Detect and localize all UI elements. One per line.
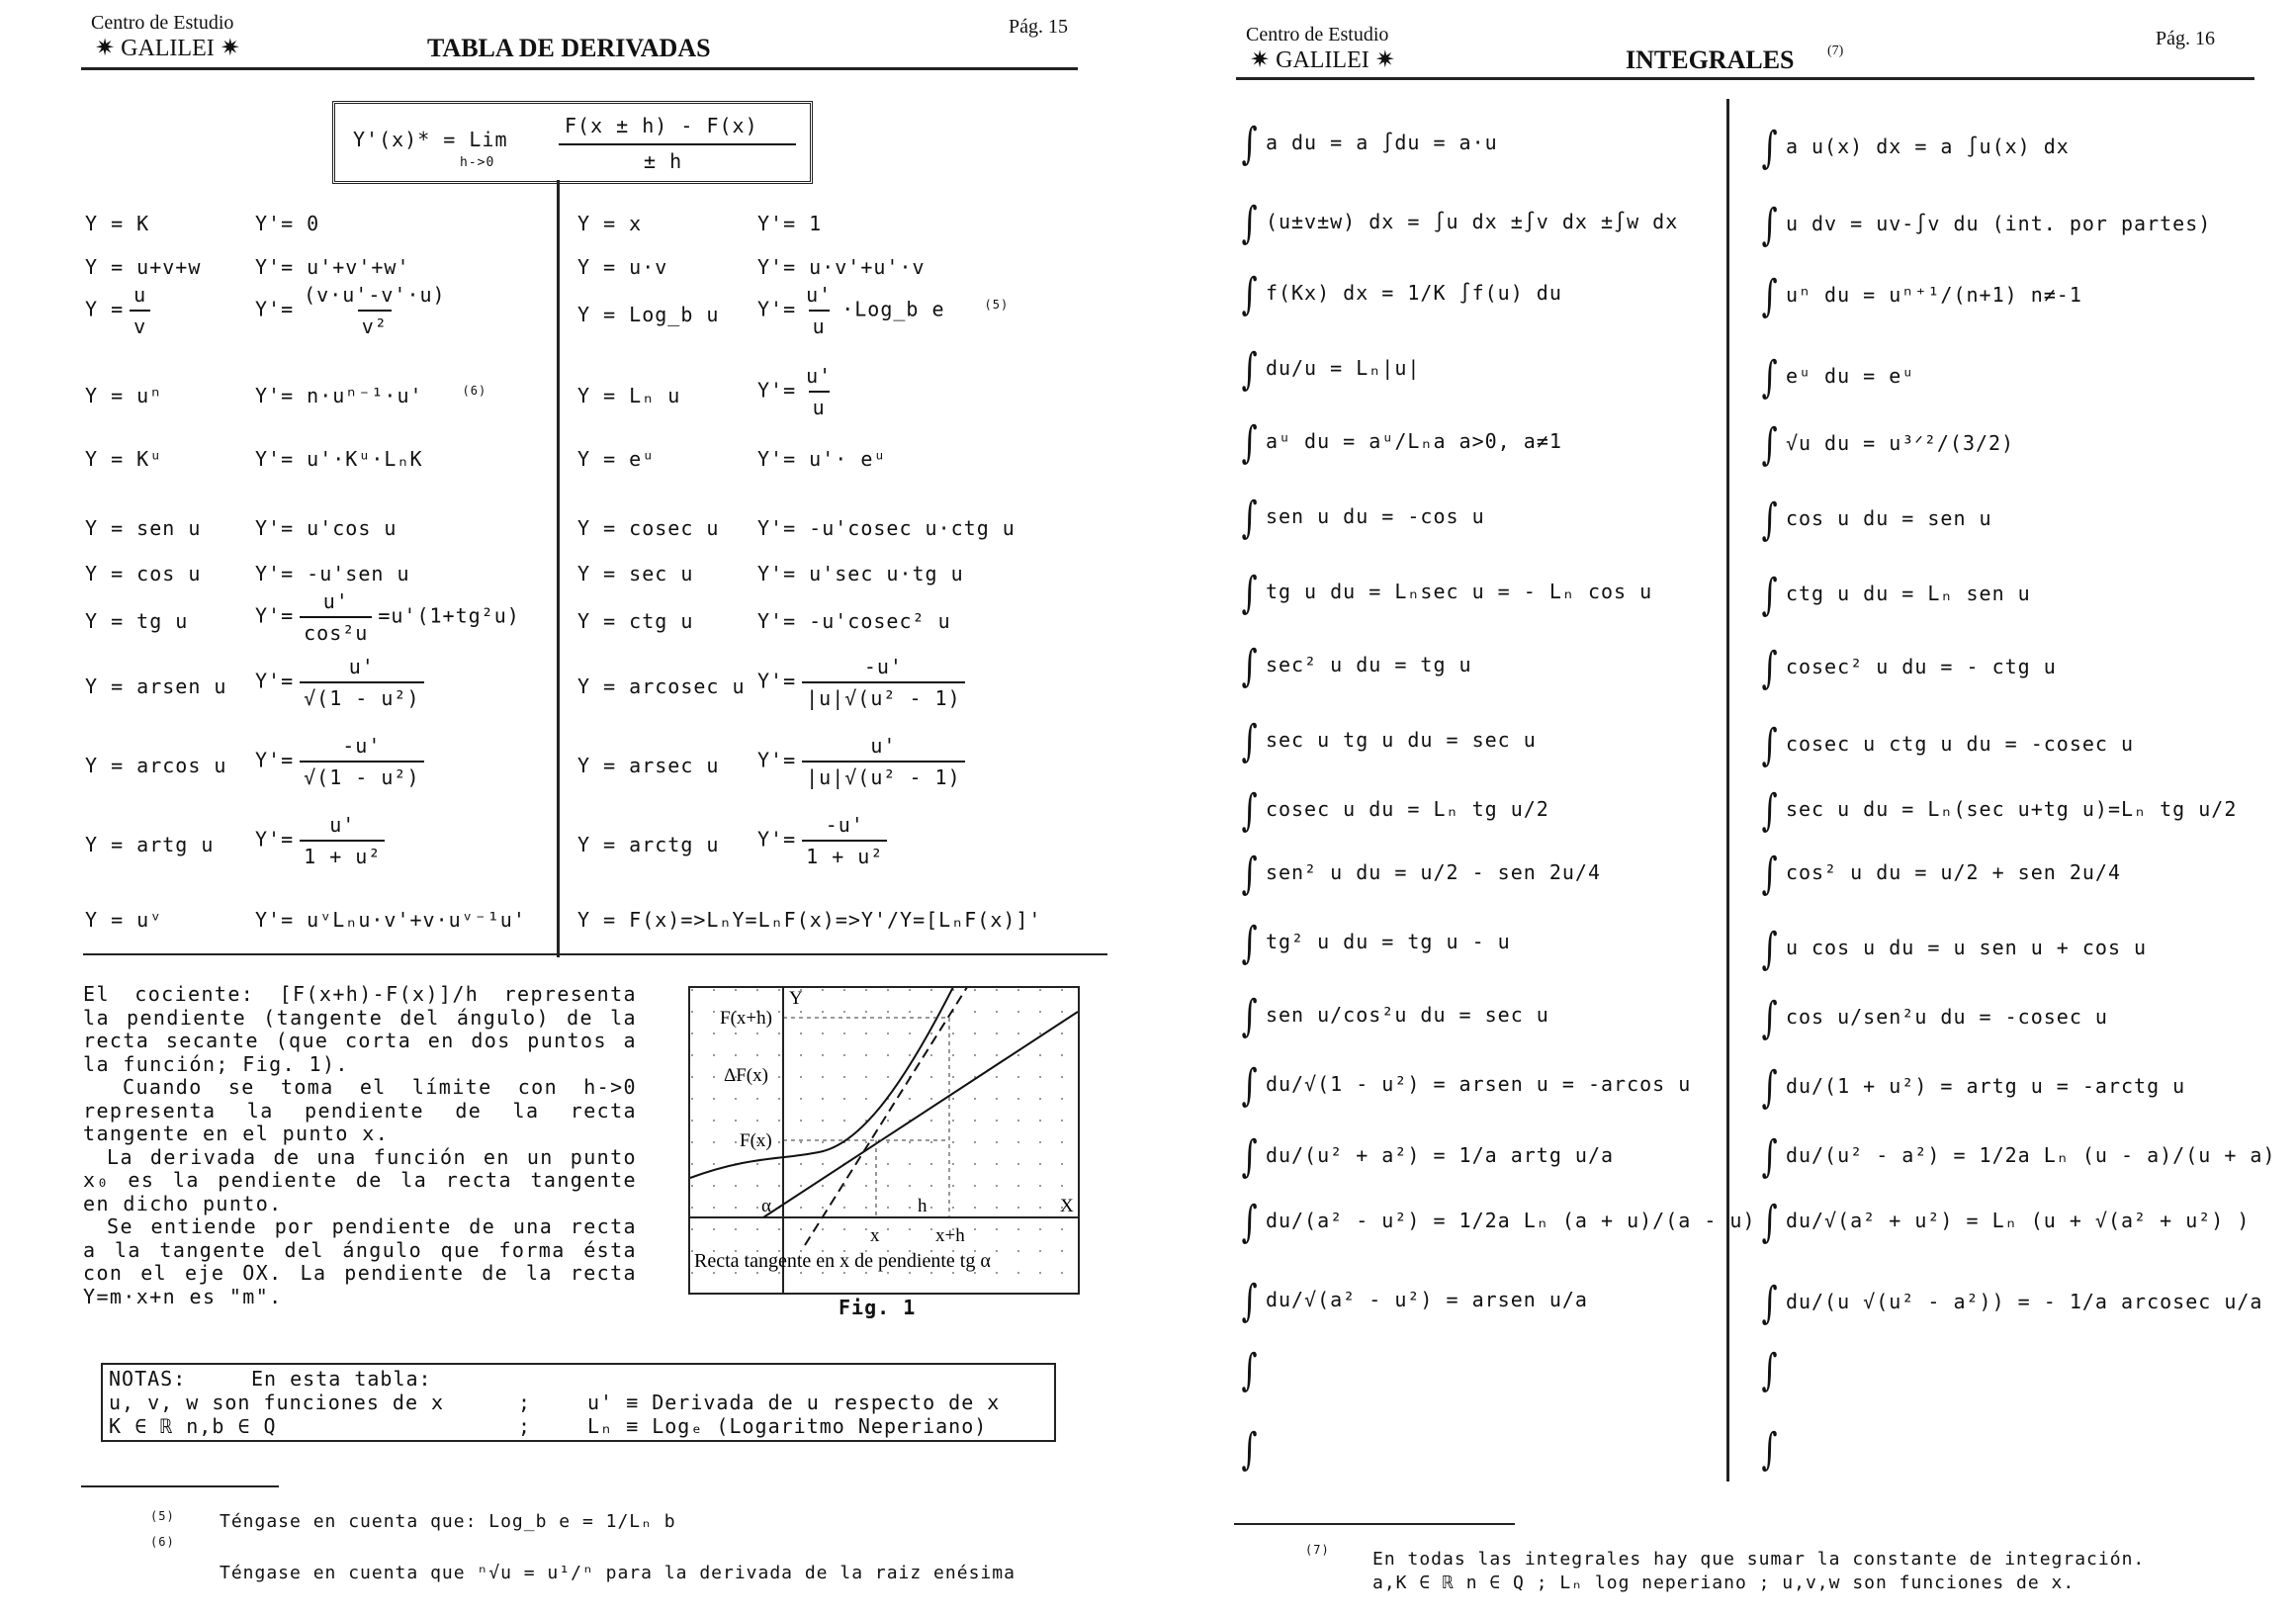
integral-expression: aᵘ du = aᵘ/Lₙa a>0, a≠1 [1265,429,1562,453]
integral-formula [1758,849,2121,899]
function-label: Y = uⁿ [85,384,163,407]
derivative-label: Y'= -u'cosec² u [757,609,951,633]
notes-separator: ; [518,1414,532,1438]
derivative-label: Y'= [757,748,797,772]
integral-expression: du/(u² + a²) = 1/a artg u/a [1265,1143,1615,1167]
integral-formula [1238,119,1498,169]
fraction-denominator: v [130,310,150,338]
figure-caption: Fig. 1 [839,1296,917,1319]
integral-sign-icon: ∫ [1241,1197,1259,1247]
integral-sign-icon: ∫ [1241,198,1259,248]
integral-expression: a u(x) dx = a ∫u(x) dx [1785,135,2070,158]
integral-sign-icon: ∫ [1761,1278,1779,1328]
derivative-label: Y'= u'·Kᵘ·LₙK [255,447,423,471]
integral-sign-icon: ∫ [1761,1062,1779,1113]
integral-formula [1758,643,2057,693]
definition-numerator: F(x ± h) - F(x) [565,114,758,137]
derivative-expression [255,655,430,710]
integral-formula [1238,1197,1756,1247]
paragraph-line: Cuando se toma el límite con h->0 representa la pendiente de la recta tangente en el punto x. [83,1075,637,1145]
school-name: Centro de Estudio [1246,24,1389,45]
fraction-denominator: 1 + u² [300,840,385,868]
integral-formula [1758,993,2108,1043]
integral-expression: tg² u du = tg u - u [1265,930,1511,953]
integral-expression: du/(u² - a²) = 1/2a Lₙ (u - a)/(u + a) [1785,1143,2276,1167]
derivative-label: Y'= n·uⁿ⁻¹·u' [255,384,423,407]
footnote-5-text: Téngase en cuenta que: Log_b e = 1/Lₙ b [220,1511,676,1532]
function-expression [85,833,214,856]
integral-expression: eᵘ du = eᵘ [1785,364,1915,388]
integral-sign-icon: ∫ [1241,119,1259,169]
derivative-fraction [300,589,372,645]
function-label: Y = K [85,212,150,235]
derivative-label: Y'= u'+v'+w' [255,255,410,279]
integral-sign-icon: ∫ [1241,1424,1258,1475]
integral-sign-icon: ∫ [1761,1197,1779,1247]
fraction-denominator: 1 + u² [802,840,887,868]
derivative-expression [255,516,397,540]
integral-formula [1758,1197,2250,1247]
page-number: Pág. 16 [2156,28,2215,49]
derivative-tail: ·Log_b e [841,297,945,321]
notes-box [101,1363,1056,1442]
column-divider [1726,99,1729,1482]
derivative-fraction [802,283,836,338]
function-expression [85,212,149,235]
integral-expression: cosec² u du = - ctg u [1785,655,2057,678]
derivative-tail: =u'(1+tg²u) [378,603,520,628]
integral-sign-icon: ∫ [1761,1424,1778,1475]
function-expression [85,754,226,777]
footnote-7-line2: a,K ∈ ℝ n ∈ Q ; Lₙ log neperiano ; u,v,w son funciones de x. [1372,1572,2075,1593]
function-label: Y = Kᵘ [85,447,163,471]
integral-expression: cos² u du = u/2 + sen 2u/4 [1785,860,2122,884]
integral-expression: uⁿ du = uⁿ⁺¹/(n+1) n≠-1 [1785,283,2082,307]
integral-formula [1758,200,2211,250]
integral-sign-icon: ∫ [1761,785,1779,836]
derivative-fraction [802,655,965,710]
derivative-expression [757,364,841,419]
integral-formula [1758,924,2147,974]
integral-formula [1238,918,1511,968]
integral-formula [1238,344,1420,395]
integral-sign-icon: ∫ [1241,641,1259,691]
function-expression [85,447,162,471]
integral-formula [1758,785,2237,836]
function-label: Y = artg u [85,833,215,856]
footnote-6-text: Téngase en cuenta que ⁿ√u = u¹/ⁿ para la derivada de la raiz enésima [220,1563,1016,1583]
derivative-expression [757,734,971,789]
integral-sign-icon: ∫ [1761,494,1779,545]
derivative-expression [255,447,423,471]
integral-sign-icon: ∫ [1761,352,1779,403]
derivative-label: Y'= u'cos u [255,516,397,540]
derivative-label: Y'= [757,827,797,852]
function-label: Y = u+v+w [85,255,202,279]
derivative-label: Y'= 0 [255,212,320,235]
notes-line2-right: Lₙ ≡ Logₑ (Logaritmo Neperiano) [587,1414,988,1438]
integral-sign-icon: ∫ [1761,123,1779,173]
function-label: Y = u·v [577,255,668,279]
derivative-label: Y'= -u'sen u [255,562,410,585]
integral-expression: sec u du = Lₙ(sec u+tg u)=Lₙ tg u/2 [1785,797,2238,821]
fraction-numerator: u' [348,655,375,678]
function-expression [85,255,201,279]
notes-line1-right: u' ≡ Derivada de u respecto de x [587,1391,1001,1414]
fraction-numerator: u' [806,364,833,388]
derivative-label: Y'= [255,748,295,772]
definition-fraction-bar [559,143,796,145]
integral-sign-icon: ∫ [1761,993,1779,1043]
integral-sign-icon: ∫ [1241,344,1259,395]
integral-formula [1758,1131,2276,1182]
notes-separator: ; [518,1391,532,1414]
integral-formula [1238,417,1562,468]
integral-expression: √u du = u³ᐟ²/(3/2) [1785,431,2015,455]
paragraph-line: Se entiende por pendiente de una recta a la tangente del ángulo que forma ésta con el eje OX. La pendiente de la recta Y=m·x+n es "m". [83,1214,637,1308]
function-fraction [130,283,150,338]
function-expression [577,674,746,698]
integral-formula [1238,849,1601,899]
integral-formula [1758,419,2014,470]
integral-formula [1758,1278,2262,1328]
integral-expression: du/(1 + u²) = artg u = -arctg u [1785,1074,2186,1098]
fraction-numerator: u' [870,734,897,758]
derivative-fraction [300,655,423,710]
title-note: (7) [1827,44,1844,58]
definition-lhs: Y'(x)* = Lim [353,128,508,151]
integral-formula [1758,1062,2185,1113]
integral-formula [1758,494,1992,545]
fraction-numerator: u [133,283,147,307]
function-label: Y = ctg u [577,609,694,633]
derivative-expression [757,212,822,235]
function-expression [577,384,680,407]
footnote-7-line1: En todas las integrales hay que sumar la constante de integración. [1372,1549,2146,1570]
function-label: Y = arctg u [577,833,720,856]
footnote-6-mark: (6) [150,1535,175,1549]
integral-formula [1238,991,1549,1041]
integral-sign-icon: ∫ [1241,918,1259,968]
integral-expression: du/√(1 - u²) = arsen u = -arcos u [1265,1072,1692,1096]
derivative-expression [757,283,1009,338]
integral-expression: du/√(a² - u²) = arsen u/a [1265,1288,1588,1311]
integral-formula [1758,720,2134,770]
fraction-denominator: u [809,310,830,338]
header-rule [1236,77,2254,80]
integral-formula [1238,198,1678,248]
figure-xh-label: x+h [935,1225,965,1246]
function-expression [577,255,667,279]
function-expression [85,609,188,633]
function-expression [85,384,162,407]
derivative-fraction [300,734,423,789]
function-label: Y = eᵘ [577,447,656,471]
notes-intro: En esta tabla: [251,1367,432,1391]
fraction-numerator: u' [329,813,356,837]
integral-sign-icon: ∫ [1241,716,1259,766]
integral-sign-icon: ∫ [1241,568,1259,618]
derivative-expression [757,447,886,471]
function-label: Y = arsec u [577,754,720,777]
derivative-fraction [300,283,449,338]
derivative-expression [255,734,430,789]
fraction-numerator: u' [806,283,833,307]
derivative-label: Y'= u·v'+u'·v [757,255,926,279]
footnote-rule [81,1485,279,1487]
integral-formula [1238,568,1652,618]
integral-formula [1238,493,1485,543]
definition-limit: h->0 [460,155,495,170]
function-label: Y = cos u [85,562,202,585]
derivative-expression [255,562,410,585]
function-expression [577,447,655,471]
figure-h-label: h [918,1196,927,1216]
paragraph-line: La derivada de una función en un punto x₀ es la pendiente de la recta tangente en dicho punto. [83,1144,637,1215]
integral-formula [1758,123,2070,173]
fraction-numerator: -u' [863,655,903,678]
derivative-label: Y'= [757,297,797,321]
integral-expression: tg u du = Lₙsec u = - Lₙ cos u [1265,580,1653,603]
fraction-denominator: |u|√(u² - 1) [802,761,965,789]
derivative-expression [255,589,520,645]
derivative-expression [757,255,926,279]
derivative-expression [757,813,893,868]
figure-x-label: X [1060,1196,1074,1216]
function-expression [577,754,719,777]
integral-expression: cosec u du = Lₙ tg u/2 [1265,797,1549,821]
integral-formula [1238,269,1562,319]
fraction-numerator: -u' [342,734,382,758]
derivative-label: Y'= [255,297,295,321]
page-number: Pág. 15 [1009,16,1068,38]
integral-expression: ctg u du = Lₙ sen u [1785,582,2031,605]
integral-expression: f(Kx) dx = 1/K ∫f(u) du [1265,281,1562,305]
integral-sign-icon: ∫ [1761,419,1779,470]
definition-box [332,101,813,184]
function-expression [577,908,1041,932]
function-label: Y = uᵛ [85,908,163,932]
function-label: Y = tg u [85,609,189,633]
integral-sign-icon: ∫ [1241,1345,1258,1395]
integral-expression: du/(u √(u² - a²)) = - 1/a arcosec u/a [1785,1290,2263,1313]
integral-expression: cos u/sen²u du = -cosec u [1785,1005,2108,1029]
figure-1-graph [690,988,1078,1293]
integral-expression: u cos u du = u sen u + cos u [1785,936,2148,959]
integral-expression: u dv = uv-∫v du (int. por partes) [1785,212,2212,235]
page-title: INTEGRALES [1626,45,1795,74]
integral-sign-icon: ∫ [1241,1060,1259,1111]
function-label: Y = Lₙ u [577,384,681,407]
school-brand: ✷ GALILEI ✷ [1250,47,1395,73]
derivative-label: Y'= uᵛLₙu·v'+v·uᵛ⁻¹u' [255,908,526,932]
definition-denominator: ± h [644,149,683,173]
function-label: Y = [85,297,125,321]
function-expression [577,212,642,235]
figure-alpha-label: α [761,1196,771,1216]
fraction-denominator: √(1 - u²) [300,681,423,710]
function-label: Y = Log_b u [577,303,720,326]
notes-line1-left: u, v, w son funciones de x [109,1391,445,1414]
function-expression [577,833,719,856]
integral-sign-icon: ∫ [1761,1131,1779,1182]
integral-formula [1238,716,1537,766]
function-expression [577,609,693,633]
function-label: Y = sen u [85,516,202,540]
integral-formula [1238,1276,1588,1326]
figure-1 [688,986,1080,1295]
integral-formula [1758,271,2082,321]
derivative-label: Y'= [757,669,797,693]
integral-sign-icon: ∫ [1761,643,1779,693]
derivative-fraction [300,813,385,868]
integral-sign-icon: ∫ [1761,1345,1778,1395]
footnote-ref: (5) [984,297,1010,312]
integral-expression: sen u/cos²u du = sec u [1265,1003,1549,1027]
fraction-denominator: cos²u [300,616,372,645]
fraction-denominator: |u|√(u² - 1) [802,681,965,710]
school-brand: ✷ GALILEI ✷ [95,36,240,61]
integral-sign-icon: ∫ [1761,924,1779,974]
integral-formula [1238,1131,1614,1182]
integral-sign-icon: ∫ [1761,271,1779,321]
fraction-numerator: -u' [825,813,864,837]
integral-expression: du/(a² - u²) = 1/2a Lₙ (a + u)/(a - u) [1265,1209,1756,1232]
footnote-7-mark: (7) [1305,1543,1330,1557]
integral-formula [1238,785,1549,836]
derivative-fraction [802,364,836,419]
derivative-label: Y'= u'sec u·tg u [757,562,964,585]
derivative-expression [757,655,971,710]
derivative-expression [255,212,319,235]
integral-sign-icon: ∫ [1241,493,1259,543]
integral-sign-icon: ∫ [1241,1131,1259,1182]
fraction-denominator: v² [358,310,392,338]
footnote-ref: (6) [462,384,487,399]
table-bottom-rule [83,953,1107,955]
integral-formula [1758,352,1914,403]
derivative-label: Y'= [255,603,295,628]
integral-formula [1238,1060,1691,1111]
function-label: Y = cosec u [577,516,720,540]
derivative-label: Y'= [757,378,797,403]
derivative-label: Y'= [255,827,295,852]
function-expression [85,908,162,932]
function-expression [577,303,719,326]
fraction-numerator: u' [322,589,349,613]
integral-expression: sec² u du = tg u [1265,653,1472,676]
function-expression [85,562,201,585]
integral-sign-icon: ∫ [1241,991,1259,1041]
integral-expression: (u±v±w) dx = ∫u dx ±∫v dx ±∫w dx [1265,210,1679,233]
integral-sign-icon: ∫ [1241,417,1259,468]
derivative-expression [255,908,526,932]
integral-expression: sec u tg u du = sec u [1265,728,1537,752]
function-expression [85,283,156,338]
paragraph-line: El cociente: [F(x+h)-F(x)]/h representa la pendiente (tangente del ángulo) de la recta secante (que corta en dos puntos a la función; Fig. 1). [83,982,637,1076]
function-label: Y = x [577,212,643,235]
derivative-expression [757,516,1016,540]
derivative-label: Y'= 1 [757,212,823,235]
figure-fxh-label: F(x+h) [720,1008,772,1029]
figure-dfx-label: ΔF(x) [724,1065,768,1086]
integral-sign-icon: ∫ [1241,269,1259,319]
figure-x-point-label: x [870,1225,880,1246]
derivative-expression [255,255,410,279]
function-expression [85,674,226,698]
derivative-expression [255,283,456,338]
integral-formula [1238,641,1472,691]
fraction-denominator: √(1 - u²) [300,761,423,789]
fraction-denominator: u [809,391,830,419]
derivative-expression [757,609,951,633]
integral-expression: cosec u ctg u du = -cosec u [1785,732,2135,756]
integral-sign-icon: ∫ [1241,849,1259,899]
school-name: Centro de Estudio [91,12,234,34]
integral-expression: sen u du = -cos u [1265,504,1485,528]
integral-formula [1758,570,2031,620]
derivative-fraction [802,734,965,789]
explanation-paragraph [83,983,637,1308]
function-label: Y = arcos u [85,754,227,777]
footnote-5-mark: (5) [150,1509,175,1523]
fraction-numerator: (v·u'-v'·u) [304,283,446,307]
function-label: Y = sec u [577,562,694,585]
integral-expression: du/√(a² + u²) = Lₙ (u + √(a² + u²) ) [1785,1209,2251,1232]
integral-sign-icon: ∫ [1241,785,1259,836]
page-15 [0,0,1147,1617]
integral-expression: a du = a ∫du = a·u [1265,131,1498,154]
derivative-expression [255,813,391,868]
function-expression [577,562,693,585]
page-16 [1216,0,2296,1617]
footnote-rule [1234,1523,1515,1525]
header-rule [81,67,1078,70]
function-expression [85,516,201,540]
notes-line2-left: K ∈ ℝ n,b ∈ Q [109,1414,277,1438]
integral-sign-icon: ∫ [1761,200,1779,250]
integral-sign-icon: ∫ [1761,720,1779,770]
figure-bottom-text: Recta tangente en x de pendiente tg α [694,1250,991,1272]
integral-expression: du/u = Lₙ|u| [1265,356,1421,380]
derivative-fraction [802,813,887,868]
integral-expression: sen² u du = u/2 - sen 2u/4 [1265,860,1602,884]
figure-fx-label: F(x) [740,1130,772,1151]
page-title: TABLA DE DERIVADAS [427,34,711,62]
integral-expression: cos u du = sen u [1785,506,1992,530]
derivative-label: Y'= [255,669,295,693]
function-expression [577,516,719,540]
derivative-expression [757,562,964,585]
derivative-expression [255,384,486,407]
derivative-label: Y'= u'· eᵘ [757,447,887,471]
figure-y-label: Y [789,988,803,1009]
integral-sign-icon: ∫ [1761,849,1779,899]
notes-title: NOTAS: [109,1367,187,1391]
function-label: Y = arsen u [85,674,227,698]
column-divider [557,180,560,957]
function-label: Y = F(x)=>LₙY=LₙF(x)=>Y'/Y=[LₙF(x)]' [577,908,1042,932]
integral-sign-icon: ∫ [1761,570,1779,620]
function-label: Y = arcosec u [577,674,746,698]
derivative-label: Y'= -u'cosec u·ctg u [757,516,1016,540]
integral-sign-icon: ∫ [1241,1276,1259,1326]
